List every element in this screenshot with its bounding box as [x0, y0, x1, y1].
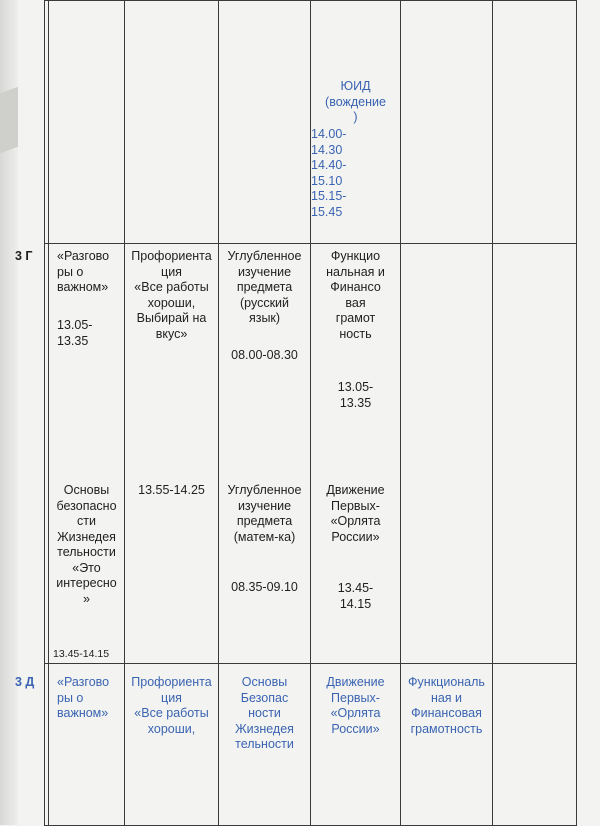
table-cell — [493, 664, 577, 826]
table-cell — [125, 664, 219, 826]
table-row-3g — [45, 244, 577, 664]
table-cell — [219, 1, 311, 244]
yuid-activity: ЮИД (вождение ) — [325, 79, 386, 124]
life-safety-basics-3d: Основы Безопас ности Жизнедея тельности — [235, 675, 294, 751]
movement-of-firsts: Движение Первых- «Орлята России» — [326, 483, 385, 544]
class-label-3g: 3 Г — [15, 249, 33, 263]
advanced-math-time: 08.35-09.10 — [231, 580, 298, 594]
talks-time: 13.05- 13.35 — [57, 318, 93, 348]
table-cell — [493, 1, 577, 244]
advanced-russian: Углубленное изучение предмета (русский язык) — [227, 249, 302, 325]
table-cell — [401, 1, 493, 244]
career-guidance: Профориента ция «Все работы хороши, Выбирай на вкус» — [131, 249, 212, 341]
financial-literacy-3d: Функциональ ная и Финансовая грамотность — [408, 675, 485, 736]
table-cell — [49, 1, 125, 244]
table-cell — [219, 664, 311, 826]
yuid-times: 14.00- 14.30 14.40- 15.10 15.15- 15.45 — [311, 127, 347, 219]
advanced-math: Углубленное изучение предмета (матем-ка) — [227, 483, 302, 544]
table-cell — [125, 244, 219, 664]
table-cell — [219, 244, 311, 664]
table-cell — [401, 244, 493, 664]
schedule-table — [15, 0, 577, 826]
movement-of-firsts-3d: Движение Первых- «Орлята России» — [326, 675, 385, 736]
talks-about-important: «Разгово ры о важном» — [57, 249, 110, 294]
table-cell — [493, 244, 577, 664]
advanced-russian-time: 08.00-08.30 — [231, 348, 298, 362]
financial-literacy-time: 13.05- 13.35 — [337, 380, 374, 410]
page-fold — [0, 87, 18, 154]
table-cell — [15, 664, 125, 826]
movement-of-firsts-time: 13.45- 14.15 — [337, 581, 374, 611]
table-cell — [401, 664, 493, 826]
financial-literacy: Функцио нальная и Финансо вая грамот ность — [326, 249, 385, 341]
career-guidance-3d: Профориента ция «Все работы хороши, — [131, 675, 212, 736]
life-safety-time: 13.45-14.15 — [53, 648, 110, 660]
table-cell — [311, 244, 401, 664]
career-guidance-time: 13.55-14.25 — [138, 483, 205, 497]
talks-about-important-3d: «Разгово ры о важном» — [57, 675, 110, 720]
table-row-continuation — [45, 1, 577, 244]
class-label-3d: 3 Д — [15, 675, 35, 689]
table-cell — [311, 664, 401, 826]
table-cell — [15, 244, 125, 664]
table-row-3d — [45, 664, 577, 826]
table-cell-yuid — [311, 1, 401, 244]
life-safety-basics: Основы безопасно сти Жизнедея тельности «Это интересно » — [56, 483, 117, 606]
table-cell — [125, 1, 219, 244]
